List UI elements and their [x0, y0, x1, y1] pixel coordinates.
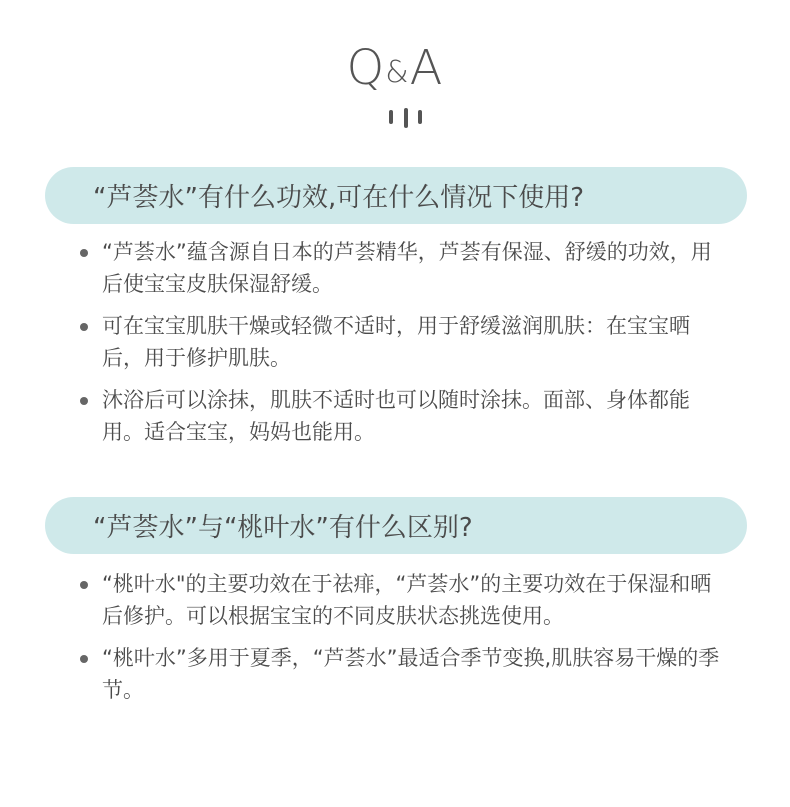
- answer-text: 可在宝宝肌肤干燥或轻微不适时，用于舒缓滋润肌肤：在宝宝晒后，用于修护肌肤。: [102, 314, 690, 370]
- bullet-icon: [80, 655, 88, 663]
- question-banner-2: [45, 497, 747, 554]
- question-text-1: “芦荟水”有什么功效,可在什么情况下使用?: [93, 183, 585, 213]
- title-ampersand: &: [385, 55, 410, 90]
- answer-text: “桃叶水”多用于夏季，“芦荟水”最适合季节变换,肌肤容易干燥的季节。: [102, 646, 720, 702]
- page-title: [0, 38, 790, 103]
- question-text-2: “芦荟水”与“桃叶水”有什么区别?: [93, 513, 473, 543]
- answer-item: [80, 642, 730, 706]
- answer-item: [80, 236, 730, 300]
- answer-text: “桃叶水"的主要功效在于祛痱，“芦荟水”的主要功效在于保湿和晒后修护。可以根据宝宝的不同皮肤状态挑选使用。: [102, 572, 712, 628]
- bullet-icon: [80, 581, 88, 589]
- answer-item: [80, 568, 730, 632]
- title-q: Q: [346, 40, 386, 96]
- bullet-icon: [80, 323, 88, 331]
- question-banner-1: [45, 167, 747, 224]
- answer-item: [80, 384, 730, 448]
- answer-text: “芦荟水”蕴含源自日本的芦荟精华，芦荟有保湿、舒缓的功效，用后使宝宝皮肤保湿舒缓。: [102, 240, 712, 296]
- title-a: A: [409, 40, 444, 96]
- drip-decoration-icon: [0, 106, 790, 128]
- bullet-icon: [80, 397, 88, 405]
- bullet-icon: [80, 249, 88, 257]
- answer-text: 沐浴后可以涂抹，肌肤不适时也可以随时涂抹。面部、身体都能用。适合宝宝，妈妈也能用。: [102, 388, 690, 444]
- answer-item: [80, 310, 730, 374]
- answer-list-1: [80, 236, 730, 458]
- answer-list-2: [80, 568, 730, 716]
